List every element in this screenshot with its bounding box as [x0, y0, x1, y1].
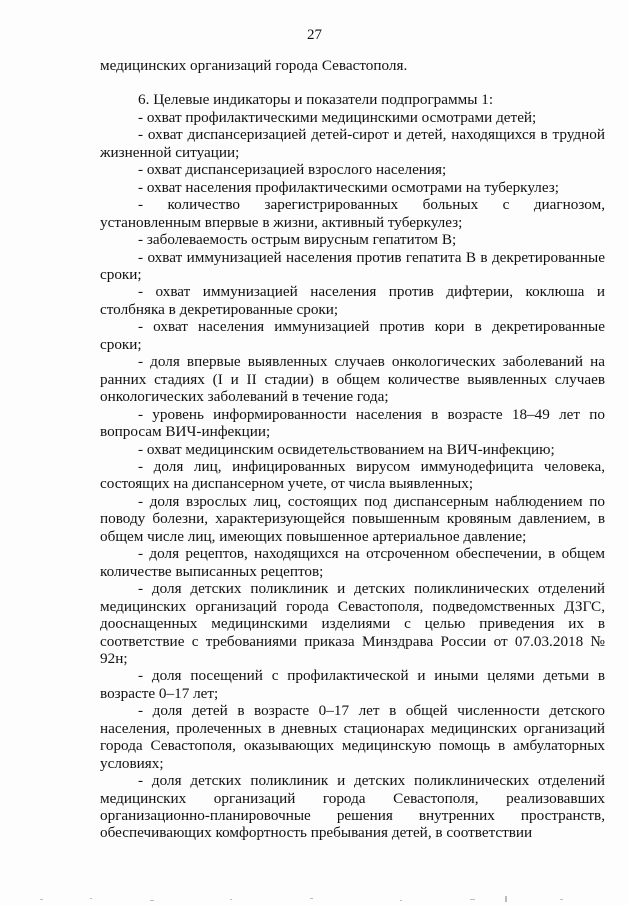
- list-item: - охват диспансеризацией детей-сирот и детей, находящихся в трудной жизненной ситуации;: [100, 126, 605, 161]
- list-item: - уровень информированности населения в возрасте 18–49 лет по вопросам ВИЧ-инфекции;: [100, 405, 605, 441]
- list-item: - количество зарегистрированных больных с диагнозом, установленным впервые в жизни, активный туберкулез;: [100, 196, 605, 231]
- list-item: - охват профилактическими медицинскими осмотрами детей;: [138, 108, 537, 126]
- list-item: - охват населения профилактическими осмотрами на туберкулез;: [138, 178, 559, 196]
- list-item: - охват населения иммунизацией против кори в декретированные сроки;: [100, 318, 605, 353]
- document-body: [100, 57, 605, 842]
- list-item: - охват иммунизацией населения против гепатита В в декретированные сроки;: [100, 248, 605, 283]
- scan-edge-noise: [0, 893, 629, 905]
- list-item: - доля лиц, инфицированных вирусом иммунодефицита человека, состоящих на диспансерном учете, от числа выявленных;: [100, 457, 605, 493]
- list-item: - доля посещений с профилактической и иными целями детьми в возрасте 0–17 лет;: [100, 667, 605, 702]
- list-item: - охват иммунизацией населения против дифтерии, коклюша и столбняка в декретированные сроки;: [100, 283, 605, 318]
- list-item: - доля детских поликлиник и детских поликлинических отделений медицинских организаций города Севастополя, реализовавших организационно-планировочные решения внутренних пространств, обеспечивающих комфортность пребывания детей, в соответствии: [100, 772, 605, 842]
- page-number: 27: [307, 27, 322, 43]
- list-item: - охват диспансеризацией взрослого населения;: [138, 161, 447, 179]
- paragraph-gap: [100, 74, 605, 91]
- list-item: - доля детских поликлиник и детских поликлинических отделений медицинских организаций города Севастополя, подведомственных ДЗГС, дооснащенных медицинскими изделиями с целью приведения их в соответствие с требованиями приказа Минздрава России от 07.03.2018 № 92н;: [100, 580, 605, 667]
- section-heading: 6. Целевые индикаторы и показатели подпрограммы 1:: [138, 91, 494, 109]
- list-item: - охват медицинским освидетельствованием на ВИЧ-инфекцию;: [138, 440, 555, 458]
- list-item: - доля впервые выявленных случаев онкологических заболеваний на ранних стадиях (I и II стадии) в общем количестве выявленных случаев онкологических заболеваний в течение года;: [100, 353, 605, 406]
- list-item: - доля взрослых лиц, состоящих под диспансерным наблюдением по поводу болезни, характеризующейся повышенным кровяным давлением, в общем числе лиц, имеющих повышенное артериальное давление;: [100, 492, 605, 545]
- list-item: - доля рецептов, находящихся на отсроченном обеспечении, в общем количестве выписанных рецептов;: [100, 545, 605, 580]
- list-item: - заболеваемость острым вирусным гепатитом В;: [138, 231, 457, 249]
- list-item: - доля детей в возрасте 0–17 лет в общей численности детского населения, пролеченных в дневных стационарах медицинских организаций города Севастополя, оказывающих медицинскую помощь в амбулаторных условиях;: [100, 702, 605, 772]
- paragraph-continuation: медицинских организаций города Севастополя.: [100, 57, 408, 74]
